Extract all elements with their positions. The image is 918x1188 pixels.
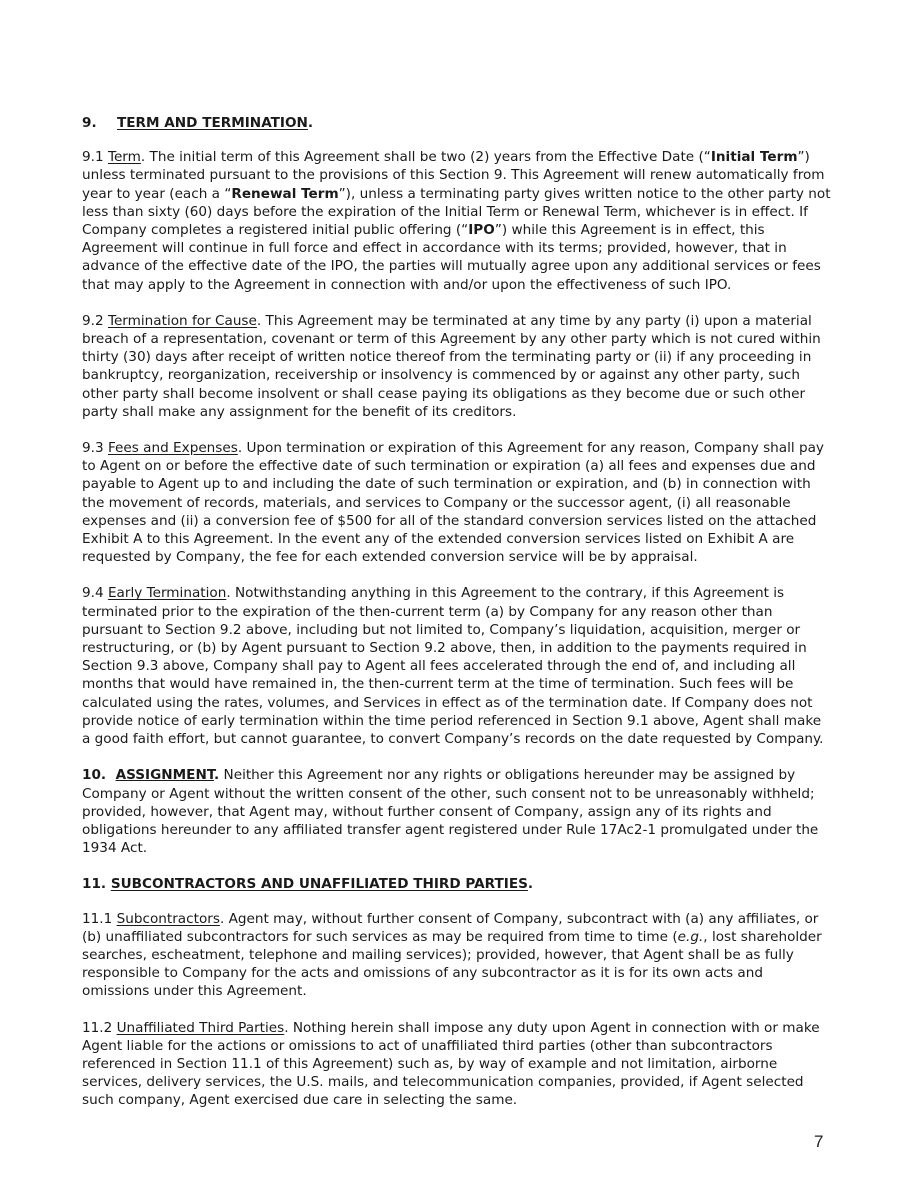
section-9-1-heading: Term	[107, 149, 141, 166]
section-9-1-paragraph: 9.1 Term. The initial term of this Agreement shall be two (2) years from the Effective Date (“Initial Term”) unless terminated pursuant to the provisions of this Section 9. This Agreement will renew automatically from year to year (each a “Renewal Term”), unless a terminating party gives written notice to the other party not less than sixty (60) days before the expiration of the Initial Term or Renewal Term, whichever is in effect. If Company completes a registered initial public offering (“IPO”) while this Agreement is in effect, this Agreement will continue in full force and effect in accordance with its terms; provided, however, that in advance of the effective date of the IPO, the parties will mutually agree upon any additional services or fees that may apply to the Agreement in connection with and/or upon the effectiveness of such IPO.	[82, 149, 831, 293]
section-10-heading: 10. ASSIGNMENT.	[82, 767, 220, 784]
section-11-1-heading: Subcontractors	[116, 910, 220, 927]
section-9-heading: 9. TERM AND TERMINATION.	[82, 115, 314, 131]
section-9-3-heading: Fees and Expenses	[107, 440, 238, 457]
document-body	[82, 114, 832, 1110]
section-11-2-heading: Unaffiliated Third Parties	[116, 1019, 285, 1036]
section-9-4-paragraph: 9.4 Early Termination. Notwithstanding anything in this Agreement to the contrary, if this Agreement is terminated prior to the expiration of the then-current term (a) by Company for any reason other than pursuant to Section 9.2 above, including but not limited to, Company’s liquidation, acquisition, merger or restructuring, or (b) by Agent pursuant to Section 9.2 above, then, in addition to the payments required in Section 9.3 above, Company shall pay to Agent all fees accelerated through the end of, and including all months that would have remained in, the then-current term at the time of termination. Such fees will be calculated using the rates, volumes, and Services in effect as of the termination date. If Company does not provide notice of early termination within the time period referenced in Section 9.1 above, Agent shall make a good faith effort, but cannot guarantee, to convert Company’s records on the date requested by Company.	[82, 585, 824, 748]
section-11-heading: 11. SUBCONTRACTORS AND UNAFFILIATED THIRD PARTIES.	[82, 876, 534, 893]
section-9-2-paragraph: 9.2 Termination for Cause. This Agreement may be terminated at any time by any party (i) upon a material breach of a representation, covenant or term of this Agreement by any other party which is not cured within thirty (30) days after receipt of written notice thereof from the terminating party or (ii) if any proceeding in bankruptcy, reorganization, receivership or insolvency is commenced by or against any other party, such other party shall become insolvent or shall cease paying its obligations as they become due or such other party shall make any assignment for the benefit of its creditors.	[82, 312, 821, 420]
section-10-paragraph: 10. ASSIGNMENT. Neither this Agreement nor any rights or obligations hereunder may be assigned by Company or Agent without the written consent of the other, such consent not to be unreasonably withheld; provided, however, that Agent may, without further consent of Company, assign any of its rights and obligations hereunder to any affiliated transfer agent registered under Rule 17Ac2-1 promulgated under the 1934 Act.	[82, 767, 819, 857]
section-11-2-paragraph: 11.2 Unaffiliated Third Parties. Nothing herein shall impose any duty upon Agent in connection with or make Agent liable for the actions or omissions to act of unaffiliated third parties (other than subcontractors referenced in Section 11.1 of this Agreement) such as, by way of example and not limitation, airborne services, delivery services, the U.S. mails, and telecommunication companies, provided, if Agent selected such company, Agent exercised due care in selecting the same.	[82, 1019, 820, 1109]
section-9-2-heading: Termination for Cause	[107, 312, 257, 329]
page-number: 7	[814, 1132, 824, 1151]
section-9-4-heading: Early Termination	[107, 585, 227, 602]
section-11-1-paragraph: 11.1 Subcontractors. Agent may, without further consent of Company, subcontract with (a) any affiliates, or (b) unaffiliated subcontractors for such services as may be required from time to time (e.g., lost shareholder searches, escheatment, telephone and mailing services); provided, however, that Agent shall be as fully responsible to Company for the acts and omissions of any subcontractor as it is for its own acts and omissions under this Agreement.	[82, 910, 822, 1000]
section-9-3-paragraph: 9.3 Fees and Expenses. Upon termination or expiration of this Agreement for any reason, Company shall pay to Agent on or before the effective date of such termination or expiration (a) all fees and expenses due and payable to Agent up to and including the date of such termination or expiration, and (b) in connection with the movement of records, materials, and services to Company or the successor agent, (i) all reasonable expenses and (ii) a conversion fee of $500 for all of the standard conversion services listed on the attached Exhibit A to this Agreement. In the event any of the extended conversion services listed on Exhibit A are requested by Company, the fee for each extended conversion service will be by appraisal.	[82, 440, 824, 566]
